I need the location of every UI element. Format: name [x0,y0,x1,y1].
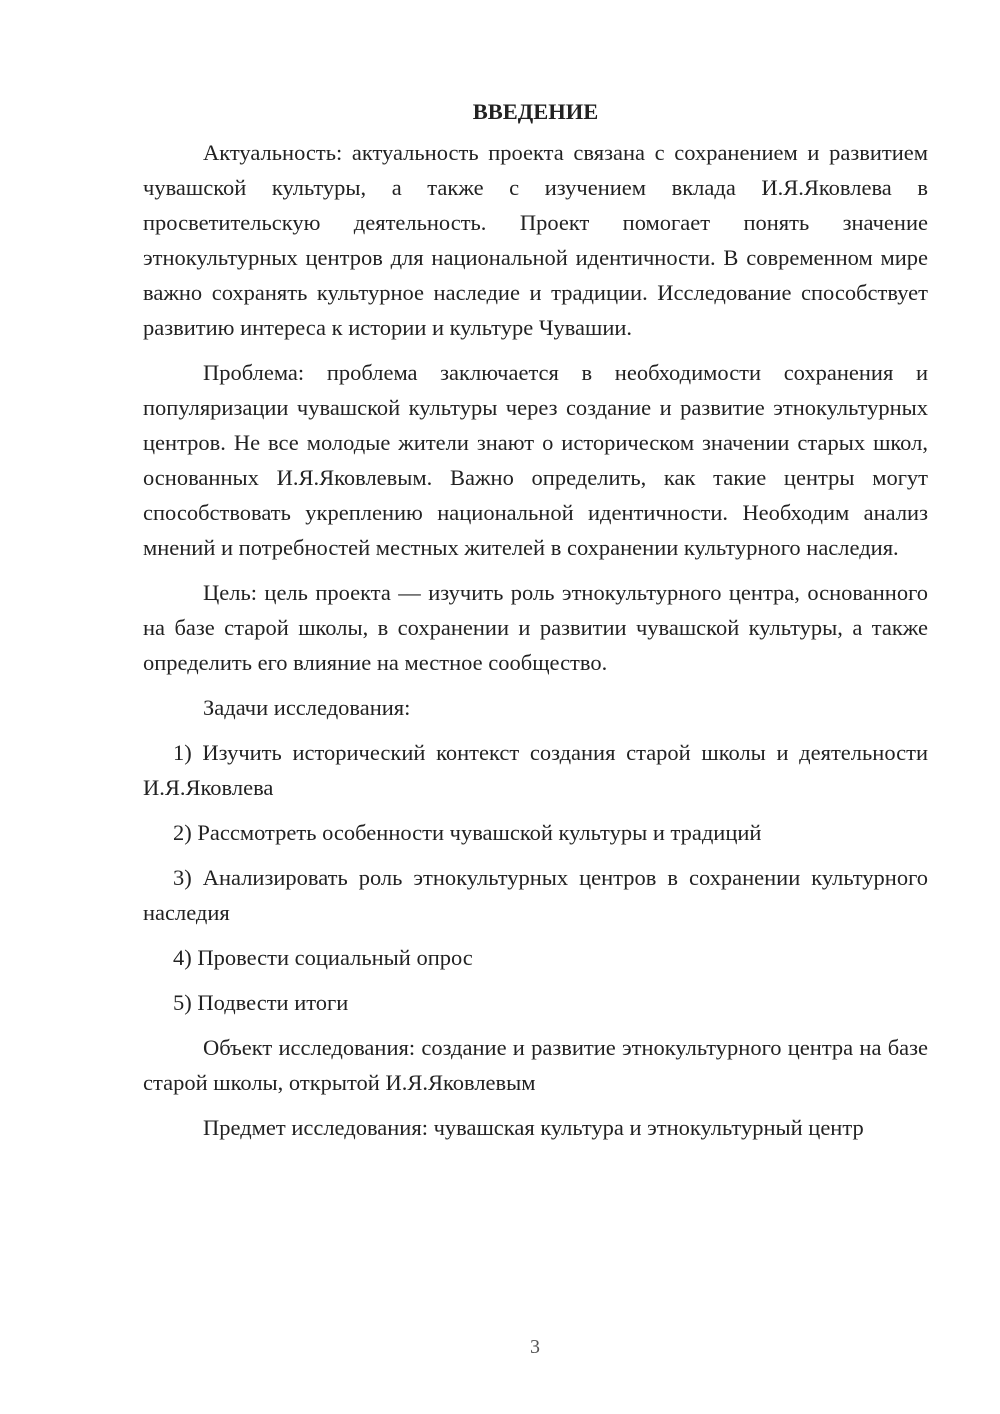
problem-paragraph: Проблема: проблема заключается в необходимости сохранения и популяризации чувашской культуры через создание и развитие этнокультурных центров. Не все молодые жители знают о историческом значении старых школ, основанных И.Я.Яковлевым. Важно определить, как такие центры могут способствовать укреплению национальной идентичности. Необходим анализ мнений и потребностей местных жителей в сохранении культурного наследия. [143,360,928,560]
task-item-4: 4) Провести социальный опрос [173,945,473,970]
page-number: 3 [530,1336,540,1358]
task-item-3: 3) Анализировать роль этнокультурных центров в сохранении культурного наследия [143,865,928,925]
task-item-2: 2) Рассмотреть особенности чувашской культуры и традиций [173,820,762,845]
subject-paragraph: Предмет исследования: чувашская культура и этнокультурный центр [203,1115,864,1140]
page-content [143,94,928,1155]
relevance-paragraph: Актуальность: актуальность проекта связана с сохранением и развитием чувашской культуры, а также с изучением вклада И.Я.Яковлева в просветительскую деятельность. Проект помогает понять значение этнокультурных центров для национальной идентичности. В современном мире важно сохранять культурное наследие и традиции. Исследование способствует развитию интереса к истории и культуре Чувашии. [143,140,928,340]
object-paragraph: Объект исследования: создание и развитие этнокультурного центра на базе старой школы, открытой И.Я.Яковлевым [143,1035,928,1095]
task-item-1: 1) Изучить исторический контекст создания старой школы и деятельности И.Я.Яковлева [143,740,928,800]
goal-paragraph: Цель: цель проекта — изучить роль этнокультурного центра, основанного на базе старой школы, в сохранении и развитии чувашской культуры, а также определить его влияние на местное сообщество. [143,580,928,675]
page-title: ВВЕДЕНИЕ [472,99,599,124]
tasks-heading: Задачи исследования: [203,695,411,720]
task-item-5: 5) Подвести итоги [173,990,349,1015]
